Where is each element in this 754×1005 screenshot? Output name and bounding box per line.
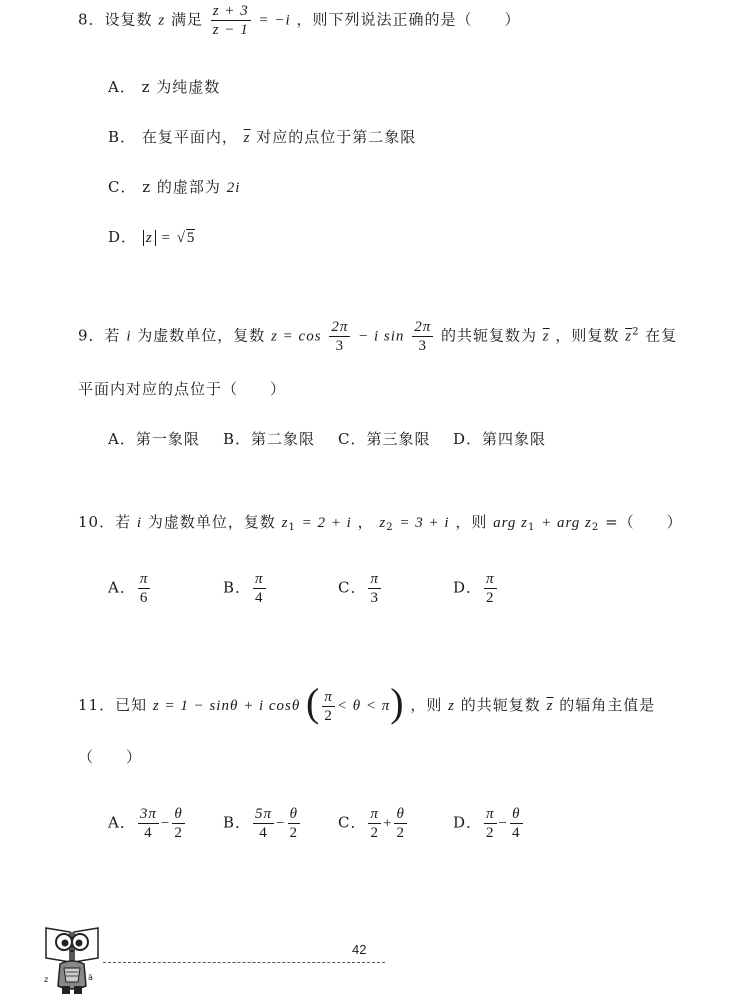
q9-fraction-2 xyxy=(412,318,433,355)
q11-option-c-d1: 2 xyxy=(370,825,379,841)
q11-option-a-frac1 xyxy=(138,805,159,842)
q10-option-b xyxy=(223,570,338,607)
q8-option-c-text: z 的虚部为 xyxy=(142,178,221,196)
q8-fraction xyxy=(211,2,251,39)
q10-option-d xyxy=(453,570,499,607)
q10-option-a xyxy=(108,570,223,607)
q11-cond-den: 2 xyxy=(324,707,333,724)
q10-option-d-label: D． xyxy=(453,578,483,597)
q9-zbar2: $\overline{z}$ xyxy=(625,328,633,345)
q9-sup: 2 xyxy=(632,326,640,338)
q10-arg1: arg z xyxy=(493,515,528,531)
q10-option-c-num: π xyxy=(370,571,379,587)
q11-option-b-label: B． xyxy=(223,813,252,832)
q10-option-d-den: 2 xyxy=(486,590,495,606)
q9-options xyxy=(108,428,546,449)
q11-option-c-label: C． xyxy=(338,813,367,832)
q10-i: i xyxy=(136,515,143,531)
q11-z: z xyxy=(448,698,455,714)
q11-option-a-d1: 4 xyxy=(144,825,153,841)
q8-option-b-label: B． xyxy=(108,128,137,146)
q8-option-d-abs: z xyxy=(143,230,156,246)
q9-frac1-num: 2π xyxy=(331,319,349,335)
q11-option-d-label: D． xyxy=(453,813,483,832)
q8-option-d xyxy=(108,226,195,247)
q11-option-d-frac2 xyxy=(510,805,523,842)
svg-text:ä: ä xyxy=(88,973,93,982)
q10-z1-sub: 1 xyxy=(288,522,296,533)
q10-z1-val: = 2 + i xyxy=(301,515,352,531)
q11-option-c-d2: 2 xyxy=(396,825,405,841)
q11-option-a-frac2 xyxy=(172,805,185,842)
q8-number: 8．设复数 xyxy=(78,10,153,29)
q8-option-b-zbar: $\overline{z}$ xyxy=(243,130,251,146)
q10-option-c xyxy=(338,570,453,607)
q8-option-c xyxy=(108,176,240,197)
q11-option-c-n1: π xyxy=(370,806,379,822)
q11-option-d-frac1 xyxy=(484,805,497,842)
q11-option-a-op: − xyxy=(160,815,171,832)
q11-option-c-op: + xyxy=(383,815,393,832)
q8-option-c-label: C． xyxy=(108,178,137,196)
q11-option-a-n1: 3π xyxy=(139,806,157,822)
q9-line2: 平面内对应的点位于（ ） xyxy=(78,380,287,398)
q9-text3: ，则复数 xyxy=(555,326,620,345)
q11-option-d-op: − xyxy=(498,815,509,832)
q10-z2: z xyxy=(379,515,387,531)
q11-expr: z = 1 − sinθ + i cosθ xyxy=(152,698,301,714)
q8-option-c-value: 2i xyxy=(226,180,241,196)
footer-divider xyxy=(103,962,385,963)
q10-option-d-frac xyxy=(484,570,497,607)
q10-tail: =（ ） xyxy=(605,513,683,531)
q11-option-c-n2: θ xyxy=(394,805,407,824)
q9-option-b: B．第二象限 xyxy=(223,430,316,448)
q9-expr1: z = cos xyxy=(271,328,322,345)
q11-option-a-label: A． xyxy=(108,813,136,832)
q10-text2: ，则 xyxy=(455,513,488,531)
q9-number: 9．若 xyxy=(78,326,121,345)
q10-options xyxy=(108,570,499,607)
sqrt-icon: √ xyxy=(176,230,186,246)
q11-option-b-frac1 xyxy=(253,805,274,842)
q10-option-c-frac xyxy=(368,570,381,607)
q8-mid: 满足 xyxy=(170,10,203,29)
right-paren-icon: ) xyxy=(390,680,405,725)
q9-option-c: C．第三象限 xyxy=(338,430,431,448)
q11-option-c xyxy=(338,805,453,842)
q8-option-b-text2: 对应的点位于第二象限 xyxy=(256,128,417,146)
q11-options xyxy=(108,805,525,842)
q11-option-b-op: − xyxy=(276,815,286,832)
q10-option-a-frac xyxy=(138,570,151,607)
question-11-stem xyxy=(78,680,656,726)
q8-option-d-sqrt: 5 xyxy=(186,230,196,246)
q9-option-a: A．第一象限 xyxy=(108,430,200,448)
q9-frac1-den: 3 xyxy=(335,338,345,354)
q11-option-b xyxy=(223,805,338,842)
q8-option-d-eq: = xyxy=(161,230,171,246)
q10-z1: z xyxy=(281,515,289,531)
question-8-stem xyxy=(78,2,520,39)
q8-tail: ，则下列说法正确的是（ ） xyxy=(296,10,521,29)
q11-option-a-d2: 2 xyxy=(174,825,183,841)
q9-fraction-1 xyxy=(329,318,350,355)
q10-number: 10．若 xyxy=(78,513,132,531)
q11-option-b-d1: 4 xyxy=(259,825,268,841)
q11-option-d-d2: 4 xyxy=(512,825,521,841)
q8-frac-den: z − 1 xyxy=(212,22,249,38)
q11-text3: 的共轭复数 xyxy=(460,696,541,714)
q10-sep: ， xyxy=(357,513,374,531)
q11-option-c-frac2 xyxy=(394,805,407,842)
q8-option-b xyxy=(108,126,416,147)
q11-option-a-n2: θ xyxy=(172,805,185,824)
q9-text4: 在复 xyxy=(645,326,678,345)
q8-option-b-text1: 在复平面内， xyxy=(141,128,238,146)
svg-text:z: z xyxy=(44,975,49,984)
q8-option-a-label: A． xyxy=(108,78,136,96)
q11-option-d-n2: θ xyxy=(510,805,523,824)
q9-frac2-den: 3 xyxy=(418,338,427,354)
q10-text1: 为虚数单位，复数 xyxy=(147,513,276,531)
q10-option-a-num: π xyxy=(139,571,149,587)
q10-z2-sub: 2 xyxy=(386,522,394,533)
q10-option-a-den: 6 xyxy=(139,590,149,606)
q10-plus: + arg z xyxy=(541,515,592,531)
q9-expr2: − i sin xyxy=(358,328,405,345)
q11-text4: 的辐角主值是 xyxy=(559,696,656,714)
page-number: 42 xyxy=(352,942,367,957)
q10-option-b-den: 4 xyxy=(255,590,264,606)
q11-text2: ，则 xyxy=(410,696,443,714)
q8-rhs: = −i xyxy=(258,12,291,29)
q11-option-b-frac2 xyxy=(288,805,301,842)
q11-cond-rest: < θ < π xyxy=(336,698,391,714)
q8-frac-num: z + 3 xyxy=(212,3,249,19)
q10-z2-val: = 3 + i xyxy=(399,515,450,531)
q11-option-d-n1: π xyxy=(486,806,495,822)
q11-option-b-d2: 2 xyxy=(289,825,299,841)
q9-frac2-num: 2π xyxy=(414,319,432,335)
q10-option-b-frac xyxy=(253,570,266,607)
q11-option-c-frac1 xyxy=(368,805,381,842)
q10-option-d-num: π xyxy=(486,571,495,587)
q11-option-d-d1: 2 xyxy=(486,825,495,841)
q10-option-c-den: 3 xyxy=(370,590,379,606)
q9-zbar: $\overline{z}$ xyxy=(542,328,550,345)
q11-option-a xyxy=(108,805,223,842)
q9-option-d: D．第四象限 xyxy=(453,430,547,448)
q9-text2: 的共轭复数为 xyxy=(441,326,538,345)
q10-arg1-sub: 1 xyxy=(528,522,536,533)
q11-zbar: $\overline{z}$ xyxy=(546,698,554,714)
q9-i: i xyxy=(126,328,132,345)
question-10-stem xyxy=(78,511,683,533)
q8-option-d-label: D． xyxy=(108,228,138,246)
q10-option-b-label: B． xyxy=(223,578,252,597)
q11-cond-num: π xyxy=(324,688,333,705)
q11-option-b-n2: θ xyxy=(288,805,301,824)
q8-option-a xyxy=(108,76,220,97)
q10-arg2-sub: 2 xyxy=(591,522,600,533)
q10-option-a-label: A． xyxy=(108,578,136,597)
question-9-stem xyxy=(78,318,677,355)
q9-text1: 为虚数单位，复数 xyxy=(137,326,266,345)
owl-reading-mascot-icon xyxy=(40,922,104,998)
q11-cond-frac xyxy=(322,688,335,725)
q8-option-a-text: z 为纯虚数 xyxy=(141,78,221,96)
q10-option-c-label: C． xyxy=(338,578,367,597)
q11-option-b-n1: 5π xyxy=(255,806,273,822)
left-paren-icon: ( xyxy=(306,680,321,725)
q11-line2: （ ） xyxy=(78,748,143,766)
q11-option-d xyxy=(453,805,525,842)
q10-option-b-num: π xyxy=(255,571,264,587)
q11-number: 11．已知 xyxy=(78,696,148,714)
q8-z: z xyxy=(158,12,166,29)
